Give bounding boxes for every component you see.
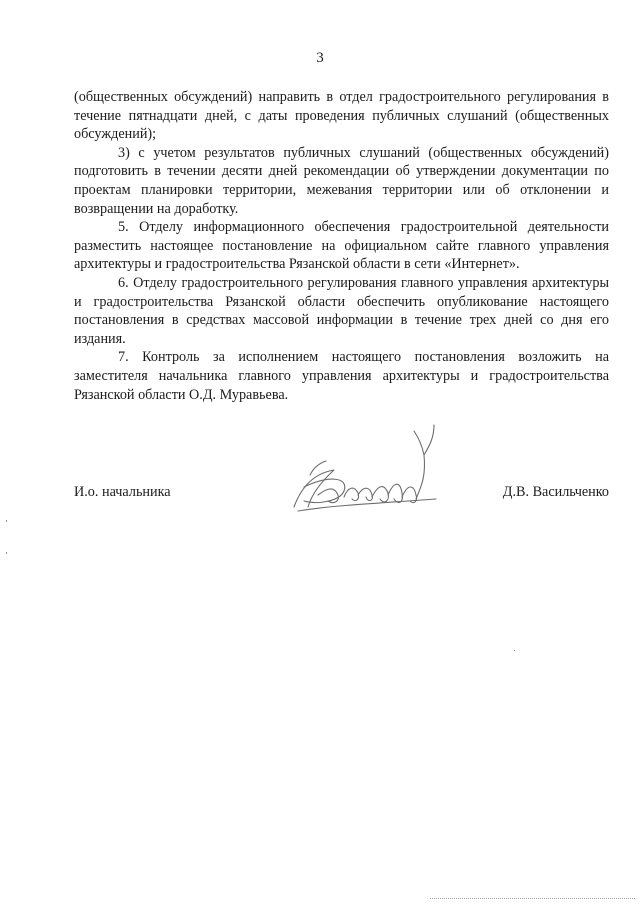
scan-speck bbox=[6, 552, 7, 554]
paragraph-continuation: (общественных обсуждений) направить в отдел градостроительного регулирования в течение пятнадцати дней, с даты проведения публичных слушаний (общественных обсуждений); bbox=[74, 89, 609, 143]
paragraph-item-5: 5. Отделу информационного обеспечения градостроительной деятельности разместить настоящее постановление на официальном сайте главного управления архитектуры и градостроительства Рязанской области в сети «Интернет». bbox=[74, 219, 609, 273]
signatory-title: И.о. начальника bbox=[74, 484, 171, 500]
document-body bbox=[74, 88, 609, 404]
page-number: 3 bbox=[316, 50, 324, 66]
paragraph-item-3: 3) с учетом результатов публичных слушаний (общественных обсуждений) подготовить в течении десяти дней рекомендации об утверждении документации по проектам планировки территории, межевания территории или об отклонении и возвращении на доработку. bbox=[74, 144, 609, 217]
scan-speck bbox=[6, 520, 7, 522]
paragraph-item-7: 7. Контроль за исполнением настоящего постановления возложить на заместителя начальника главного управления архитектуры и градостроительства Рязанской области О.Д. Муравьева. bbox=[74, 349, 609, 403]
scan-edge-line bbox=[430, 898, 635, 899]
signature-block bbox=[74, 480, 609, 520]
signatory-name: Д.В. Васильченко bbox=[502, 484, 609, 500]
paragraph-item-6: 6. Отделу градостроительного регулирования главного управления архитектуры и градостроительства Рязанской области обеспечить опубликование настоящего постановления в средствах массовой информации в течение трех дней со дня его издания. bbox=[74, 274, 609, 347]
scan-speck bbox=[514, 650, 515, 651]
handwritten-signature bbox=[274, 415, 454, 525]
